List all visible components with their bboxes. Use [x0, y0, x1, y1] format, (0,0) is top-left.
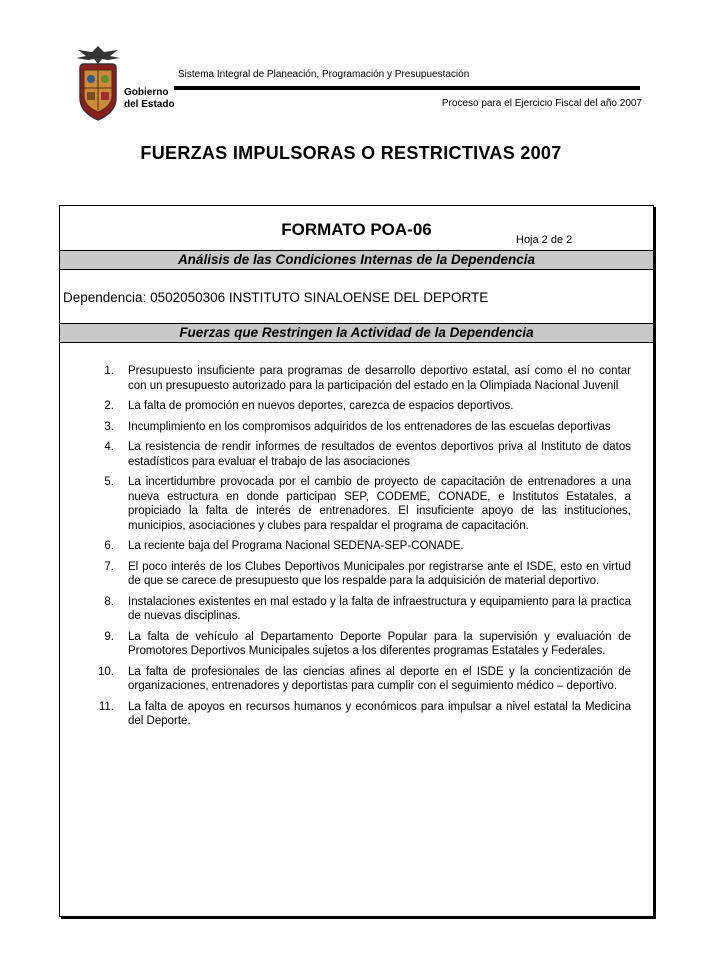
item-number: 1. [104, 365, 114, 377]
item-text: La reciente baja del Programa Nacional SEDENA-SEP-CONADE. [128, 540, 464, 552]
list-item [60, 399, 653, 414]
system-title: Sistema Integral de Planeación, Programación y Presupuestación [178, 69, 470, 80]
form-box [59, 205, 654, 917]
item-number: 6. [104, 540, 114, 552]
list-item [60, 665, 653, 694]
item-number: 8. [104, 595, 114, 608]
subsection-title: Fuerzas que Restringen la Actividad de la Dependencia [60, 323, 653, 343]
item-text: La falta de vehículo al Departamento Deporte Popular para la supervisión y evaluación de Promotores Deportivos Municipales sujetos a los diferentes programas Estatales y Federales. [128, 630, 631, 657]
item-text: El poco interés de los Clubes Deportivos Municipales por registrarse ante el ISDE, esto en virtud de que se carece de presupuesto que los respalde para la adquisición de material deportivo. [128, 560, 631, 587]
item-number: 2. [104, 400, 114, 412]
item-text: Presupuesto insuficiente para programas de desarrollo deportivo estatal, así como el no contar con un presupuesto autorizado para la participación del estado en la Olimpiada Nacional Juvenil [128, 365, 631, 392]
state-coat-of-arms-icon [72, 42, 124, 122]
list-item [60, 630, 653, 659]
format-title: FORMATO POA-06 [281, 220, 432, 239]
item-number: 3. [104, 420, 114, 433]
item-number: 11. [98, 700, 114, 713]
fiscal-process-label: Proceso para el Ejercicio Fiscal del año 2007 [441, 98, 642, 109]
list-item [60, 700, 653, 729]
item-text: La resistencia de rendir informes de resultados de eventos deportivos priva al Instituto de datos estadísticos para evaluar el trabajo de las asociaciones [128, 441, 631, 468]
government-label: Gobierno del Estado [124, 87, 175, 110]
item-text: La falta de promoción en nuevos deportes, carezca de espacios deportivos. [128, 400, 514, 412]
item-text: Instalaciones existentes en mal estado y la falta de infraestructura y equipamiento para la practica de nuevas disciplinas. [128, 595, 631, 622]
item-number: 10. [98, 665, 114, 678]
list-item [60, 560, 653, 589]
item-number: 7. [104, 560, 114, 573]
list-item [60, 420, 653, 435]
sheet-number: Hoja 2 de 2 [516, 234, 573, 246]
list-item [60, 475, 653, 533]
item-text: La falta de profesionales de las ciencias afines al deporte en el ISDE y la concientización de organizaciones, entrenadores y deportistas para cumplir con el seguimiento médico – deportivo. [128, 665, 631, 692]
item-number: 9. [104, 630, 114, 643]
list-item [60, 440, 653, 469]
item-text: Incumplimiento en los compromisos adquiridos de los entrenadores de las escuelas deportivas [128, 420, 611, 433]
list-item [60, 364, 653, 393]
list-item [60, 539, 653, 554]
item-number: 4. [104, 441, 114, 453]
restricting-forces-list [60, 364, 653, 735]
dependency-label: Dependencia: 0502050306 INSTITUTO SINALOENSE DEL DEPORTE [63, 290, 489, 305]
header-rule [174, 86, 640, 90]
item-text: La incertidumbre provocada por el cambio de proyecto de capacitación de entrenadores a una nueva estructura en donde participan SEP, CODEME, CONADE, e Institutos Estatales, a propiciado la falta de interés de entrenadores. El insuficiente apoyo de las instituciones, municipios, asociaciones y clubes para respaldar el programa de capacitación. [128, 476, 631, 532]
item-number: 5. [104, 476, 114, 488]
item-text: La falta de apoyos en recursos humanos y económicos para impulsar a nivel estatal la Medicina del Deporte. [128, 700, 631, 727]
page-title: FUERZAS IMPULSORAS O RESTRICTIVAS 2007 [140, 143, 562, 163]
section-title: Análisis de las Condiciones Internas de la Dependencia [60, 250, 653, 270]
list-item [60, 595, 653, 624]
